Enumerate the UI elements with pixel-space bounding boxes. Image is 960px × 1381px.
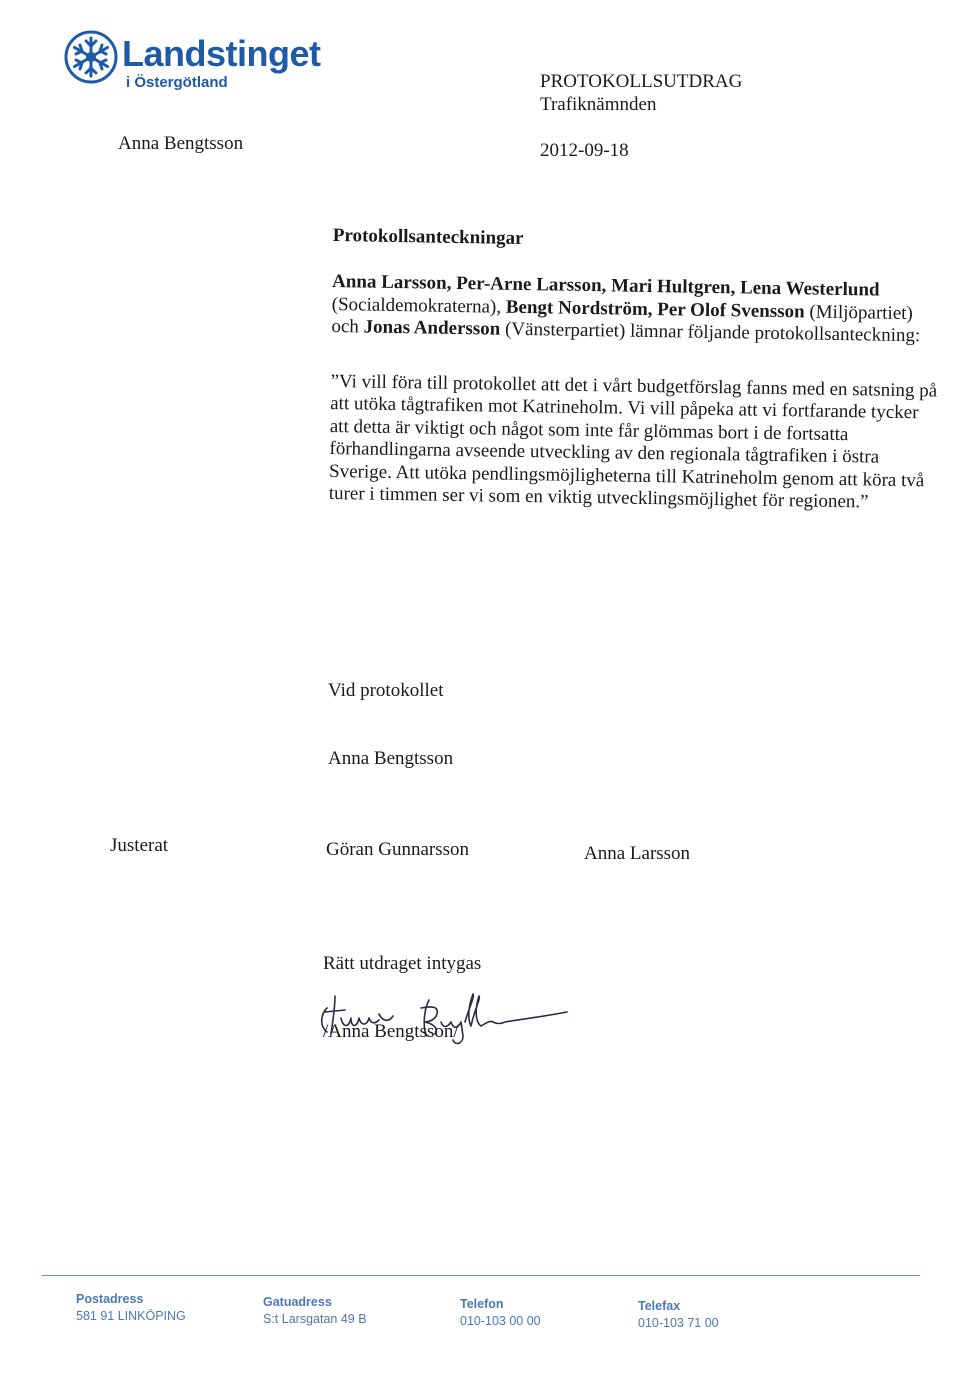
footer-postadress-value: 581 91 LINKÖPING	[76, 1309, 186, 1323]
certifier-name: /Anna Bengtsson/	[323, 1021, 459, 1042]
intro-name-segment: Jonas Andersson	[363, 316, 501, 340]
justerare-1-name: Göran Gunnarsson	[326, 839, 470, 860]
footer-telefax-value: 010-103 71 00	[638, 1316, 719, 1330]
quote-paragraph: ”Vi vill föra till protokollet att det i vårt budgetförslag fanns med en satsning på att utöka tågtrafiken mot Katrineholm. Vi vill påpeka att vi fortfarande tycker att detta är viktigt och något som inte får glömmas bort i de fortsatta förhandlingarna avseende utveckling av den regionala tågtrafiken i östra Sverige. Att utöka pendlingsmöjligheterna till Katrineholm genom att köra två turer i timmen ser vi som en viktig utvecklingsmöjlighet för regionen.”	[328, 370, 938, 513]
intro-text-segment: (Socialdemokraterna),	[331, 293, 506, 318]
ratt-utdraget-label: Rätt utdraget intygas	[323, 953, 482, 974]
intro-name-segment: Bengt Nordström, Per Olof Svensson	[505, 296, 805, 322]
justerat-label: Justerat	[110, 835, 169, 856]
intro-text-segment: (Vänsterpartiet) lämnar följande protokollsanteckning:	[500, 318, 921, 347]
document-date: 2012-09-18	[540, 140, 629, 161]
logo-subtitle: i Östergötland	[126, 74, 228, 91]
secretary-name: Anna Bengtsson	[328, 748, 454, 769]
footer-gatuadress-label: Gatuadress	[263, 1295, 332, 1309]
section-heading: Protokollsanteckningar	[332, 225, 524, 249]
footer-divider	[42, 1275, 920, 1276]
author-name: Anna Bengtsson	[118, 133, 244, 154]
intro-name-segment: Anna Larsson, Per-Arne Larsson, Mari Hultgren, Lena Westerlund	[331, 270, 880, 301]
footer-telefon-label: Telefon	[460, 1297, 504, 1311]
organization-logo	[64, 30, 321, 100]
footer-telefax-label: Telefax	[638, 1299, 681, 1313]
committee-name: Trafiknämnden	[540, 94, 657, 115]
footer-gatuadress-value: S:t Larsgatan 49 B	[263, 1312, 367, 1326]
document-type: PROTOKOLLSUTDRAG	[540, 71, 743, 92]
document-body	[329, 225, 945, 515]
justerare-2-name: Anna Larsson	[584, 843, 691, 864]
intro-text-segment: (Miljöpartiet) och	[331, 300, 914, 338]
vid-protokollet-label: Vid protokollet	[328, 680, 444, 701]
footer-telefon-value: 010-103 00 00	[460, 1314, 541, 1328]
intro-paragraph	[331, 271, 944, 348]
footer-postadress-label: Postadress	[76, 1292, 144, 1306]
snowflake-emblem-icon	[64, 30, 118, 84]
logo-name: Landstinget	[122, 33, 321, 74]
